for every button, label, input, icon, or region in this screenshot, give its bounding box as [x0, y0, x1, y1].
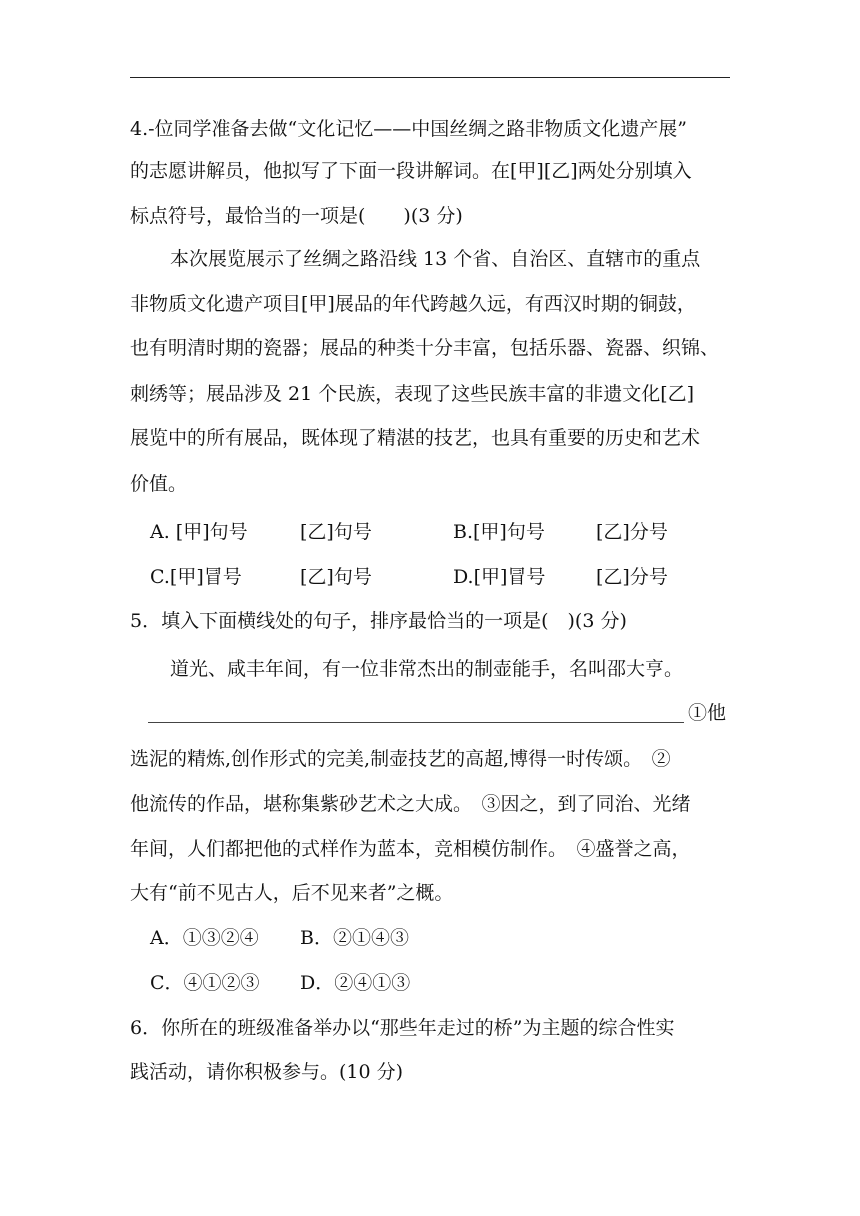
- q4-option-c-part1: C.[甲]冒号: [150, 566, 242, 588]
- q6-line-1: 6．你所在的班级准备举办以“那些年走过的桥”为主题的综合性实: [130, 1017, 675, 1039]
- q4-stem-line-3: 标点符号，最恰当的一项是( )(3 分): [130, 205, 463, 227]
- header-rule: [130, 77, 730, 78]
- q5-stem: 5．填入下面横线处的句子，排序最恰当的一项是( )(3 分): [130, 610, 627, 632]
- q5-answer-blank: [148, 722, 684, 723]
- q5-option-a: A．①③②④: [150, 927, 259, 949]
- q4-passage-line-6: 价值。: [130, 473, 188, 495]
- q4-passage-line-1: 本次展览展示了丝绸之路沿线 13 个省、自治区、直辖市的重点: [170, 248, 701, 270]
- q4-option-d-part2: [乙]分号: [596, 566, 668, 588]
- q4-passage-line-3: 也有明清时期的瓷器；展品的种类十分丰富，包括乐器、瓷器、织锦、: [130, 337, 720, 359]
- q4-stem-line-2: 的志愿讲解员，他拟写了下面一段讲解词。在[甲][乙]两处分别填入: [130, 160, 692, 182]
- q5-line-4: 大有“前不见古人，后不见来者”之概。: [130, 882, 454, 904]
- q4-option-a-part2: [乙]句号: [300, 521, 372, 543]
- q5-option-d: D．②④①③: [300, 972, 411, 994]
- q5-line-3: 年间，人们都把他的式样作为蓝本，竞相模仿制作。 ④盛誉之高，: [130, 838, 691, 860]
- q4-passage-line-4: 刺绣等；展品涉及 21 个民族，表现了这些民族丰富的非遗文化[乙]: [130, 383, 695, 405]
- q5-intro: 道光、咸丰年间，有一位非常杰出的制壶能手，名叫邵大亨。: [170, 658, 684, 680]
- q4-option-b-part1: B.[甲]句号: [453, 521, 545, 543]
- q5-option-c: C．④①②③: [150, 972, 260, 994]
- q4-passage-line-5: 展览中的所有展品，既体现了精湛的技艺，也具有重要的历史和艺术: [130, 427, 701, 449]
- q5-line-1: 选泥的精炼,创作形式的完美,制壶技艺的高超,博得一时传颂。 ②: [130, 748, 671, 770]
- q6-line-2: 践活动，请你积极参与。(10 分): [130, 1061, 404, 1083]
- q5-blank-tail: ①他: [688, 702, 727, 724]
- q5-option-b: B．②①④③: [300, 927, 409, 949]
- q4-option-b-part2: [乙]分号: [596, 521, 668, 543]
- q4-option-a-part1: A. [甲]句号: [150, 521, 248, 543]
- q5-line-2: 他流传的作品，堪称集紫砂艺术之大成。 ③因之，到了同治、光绪: [130, 793, 691, 815]
- q4-option-d-part1: D.[甲]冒号: [453, 566, 546, 588]
- q4-stem-line-1: 4.-位同学准备去做“文化记忆——中国丝绸之路非物质文化遗产展”: [130, 118, 687, 140]
- q4-passage-line-2: 非物质文化遗产项目[甲]展品的年代跨越久远，有西汉时期的铜鼓，: [130, 293, 696, 315]
- q4-option-c-part2: [乙]句号: [300, 566, 372, 588]
